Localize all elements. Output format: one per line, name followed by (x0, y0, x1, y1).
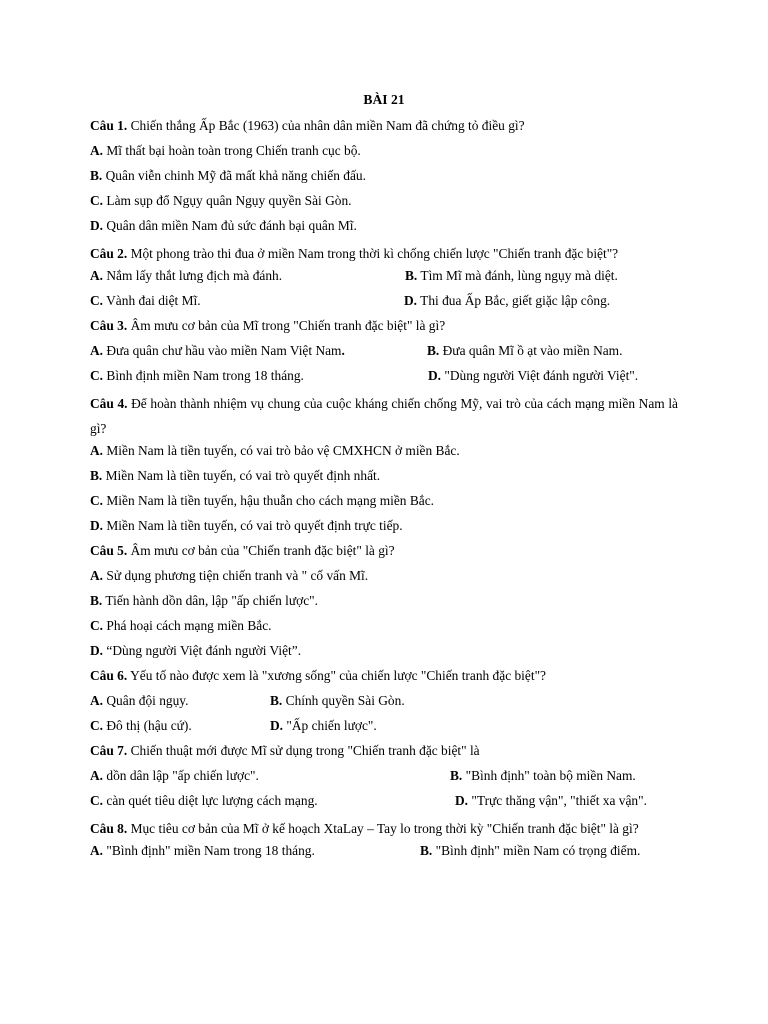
option-text: Miền Nam là tiền tuyến, hậu thuẫn cho cách mạng miền Bắc. (106, 493, 434, 508)
option-text: Tiến hành dồn dân, lập "ấp chiến lược". (105, 593, 318, 608)
option-text: Sử dụng phương tiện chiến tranh và " cố vấn Mĩ. (106, 568, 369, 583)
option-b (420, 841, 640, 861)
question-label: Câu 6. (90, 668, 128, 683)
question-text: Để hoàn thành nhiệm vụ chung của cuộc kháng chiến chống Mỹ, vai trò của cách mạng miền Nam là gì? (90, 396, 678, 436)
option-b (427, 341, 622, 361)
option-text: "Trực thăng vận", "thiết xa vận". (471, 793, 647, 808)
option-key: C. (90, 618, 104, 633)
question-label: Câu 7. (90, 743, 128, 758)
option-key: A. (90, 693, 104, 708)
option-row-ab (90, 691, 678, 716)
option-b (270, 691, 405, 711)
option-a (90, 566, 678, 591)
option-key: C. (90, 793, 104, 808)
option-a (90, 841, 315, 861)
option-key: B. (420, 843, 433, 858)
option-text: “Dùng người Việt đánh người Việt”. (106, 643, 302, 658)
question-label: Câu 3. (90, 318, 128, 333)
option-row-cd (90, 791, 678, 816)
option-row-ab (90, 841, 678, 866)
option-text: Quân dân miền Nam đủ sức đánh bại quân Mĩ. (106, 218, 357, 233)
option-a (90, 341, 345, 361)
option-row-cd (90, 366, 678, 391)
question-1 (90, 116, 678, 141)
question-text: Một phong trào thi đua ở miền Nam trong thời kì chống chiến lược "Chiến tranh đặc biệt"? (130, 246, 619, 261)
question-label: Câu 2. (90, 246, 128, 261)
option-text: "Bình định" miền Nam trong 18 tháng. (106, 843, 315, 858)
question-7 (90, 741, 678, 766)
option-a (90, 266, 282, 286)
option-text: "Bình định" toàn bộ miền Nam. (465, 768, 636, 783)
option-d (404, 291, 610, 311)
option-text: Miền Nam là tiền tuyến, có vai trò quyết định trực tiếp. (106, 518, 403, 533)
option-text: Phá hoại cách mạng miền Bắc. (106, 618, 272, 633)
option-key: D. (270, 718, 284, 733)
option-b (90, 591, 678, 616)
option-text: dồn dân lập "ấp chiến lược". (106, 768, 259, 783)
question-4 (90, 391, 678, 441)
option-row-ab (90, 266, 678, 291)
option-text: Mĩ thất bại hoàn toàn trong Chiến tranh cục bộ. (106, 143, 361, 158)
option-key: B. (90, 168, 103, 183)
option-key: C. (90, 368, 104, 383)
option-key: D. (90, 518, 104, 533)
option-key: A. (90, 568, 104, 583)
question-5 (90, 541, 678, 566)
option-text: Thi đua Ấp Bắc, giết giặc lập công. (420, 293, 611, 308)
question-text: Mục tiêu cơ bản của Mĩ ở kế hoạch XtaLay – Tay lo trong thời kỳ "Chiến tranh đặc biệt" là gì? (130, 821, 639, 836)
option-text: Bình định miền Nam trong 18 tháng. (106, 368, 304, 383)
option-key: B. (90, 468, 103, 483)
question-text: Chiến thuật mới được Mĩ sử dụng trong "Chiến tranh đặc biệt" là (130, 743, 480, 758)
option-c (90, 191, 678, 216)
option-b (405, 266, 618, 286)
option-d (90, 641, 678, 666)
option-key: C. (90, 293, 104, 308)
option-text: Đưa quân chư hầu vào miền Nam Việt Nam (106, 343, 342, 358)
option-a (90, 141, 678, 166)
option-key: D. (404, 293, 418, 308)
option-key: A. (90, 268, 104, 283)
option-text: Đô thị (hậu cứ). (106, 718, 192, 733)
option-key: A. (90, 443, 104, 458)
option-key: D. (428, 368, 442, 383)
page-title: BÀI 21 (363, 92, 405, 107)
option-row-ab (90, 341, 678, 366)
option-d (90, 216, 678, 241)
option-key: A. (90, 768, 104, 783)
option-c (90, 716, 192, 736)
option-text: "Bình định" miền Nam có trọng điểm. (435, 843, 641, 858)
option-key: A. (90, 843, 104, 858)
option-a (90, 766, 259, 786)
option-key: D. (90, 218, 104, 233)
question-8 (90, 816, 678, 841)
option-text: "Ấp chiến lược". (286, 718, 377, 733)
question-text: Chiến thắng Ấp Bắc (1963) của nhân dân miền Nam đã chứng tỏ điều gì? (130, 118, 525, 133)
option-key: C. (90, 493, 104, 508)
option-text: Nắm lấy thắt lưng địch mà đánh. (106, 268, 283, 283)
option-text: Vành đai diệt Mĩ. (106, 293, 201, 308)
option-key: C. (90, 193, 104, 208)
option-c (90, 616, 678, 641)
option-c (90, 491, 678, 516)
option-key: D. (90, 643, 104, 658)
option-row-ab (90, 766, 678, 791)
option-key: A. (90, 143, 104, 158)
question-6 (90, 666, 678, 691)
option-c (90, 291, 201, 311)
option-d (455, 791, 647, 811)
question-text: Yếu tố nào được xem là "xương sống" của chiến lược "Chiến tranh đặc biệt"? (130, 668, 546, 683)
option-key: B. (427, 343, 440, 358)
option-d (428, 366, 638, 386)
option-row-cd (90, 716, 678, 741)
question-list (90, 116, 678, 866)
option-text: Quân đội ngụy. (106, 693, 189, 708)
option-a (90, 691, 188, 711)
option-text: Đưa quân Mĩ ồ ạt vào miền Nam. (442, 343, 623, 358)
option-key: A. (90, 343, 104, 358)
option-text: Miền Nam là tiền tuyến, có vai trò bảo vệ CMXHCN ở miền Bắc. (106, 443, 460, 458)
option-b (450, 766, 636, 786)
option-suffix: . (341, 343, 345, 358)
option-text: "Dùng người Việt đánh người Việt". (444, 368, 639, 383)
option-b (90, 466, 678, 491)
option-text: Miền Nam là tiền tuyến, có vai trò quyết định nhất. (105, 468, 381, 483)
option-key: B. (450, 768, 463, 783)
question-label: Câu 8. (90, 821, 128, 836)
option-text: Quân viễn chinh Mỹ đã mất khả năng chiến đấu. (105, 168, 366, 183)
question-text: Âm mưu cơ bản của Mĩ trong "Chiến tranh đặc biệt" là gì? (130, 318, 446, 333)
question-3 (90, 316, 678, 341)
option-key: B. (405, 268, 418, 283)
option-key: D. (455, 793, 469, 808)
option-b (90, 166, 678, 191)
option-c (90, 366, 304, 386)
option-key: B. (90, 593, 103, 608)
option-text: càn quét tiêu diệt lực lượng cách mạng. (106, 793, 318, 808)
question-label: Câu 5. (90, 543, 128, 558)
question-2 (90, 241, 678, 266)
question-label: Câu 1. (90, 118, 128, 133)
option-key: C. (90, 718, 104, 733)
option-text: Tìm Mĩ mà đánh, lùng ngụy mà diệt. (420, 268, 618, 283)
option-row-cd (90, 291, 678, 316)
option-key: B. (270, 693, 283, 708)
option-d (270, 716, 377, 736)
option-text: Chính quyền Sài Gòn. (285, 693, 405, 708)
question-text: Âm mưu cơ bản của "Chiến tranh đặc biệt" là gì? (130, 543, 395, 558)
option-d (90, 516, 678, 541)
option-text: Làm sụp đổ Ngụy quân Ngụy quyền Sài Gòn. (106, 193, 352, 208)
option-a (90, 441, 678, 466)
option-c (90, 791, 318, 811)
question-label: Câu 4. (90, 396, 128, 411)
